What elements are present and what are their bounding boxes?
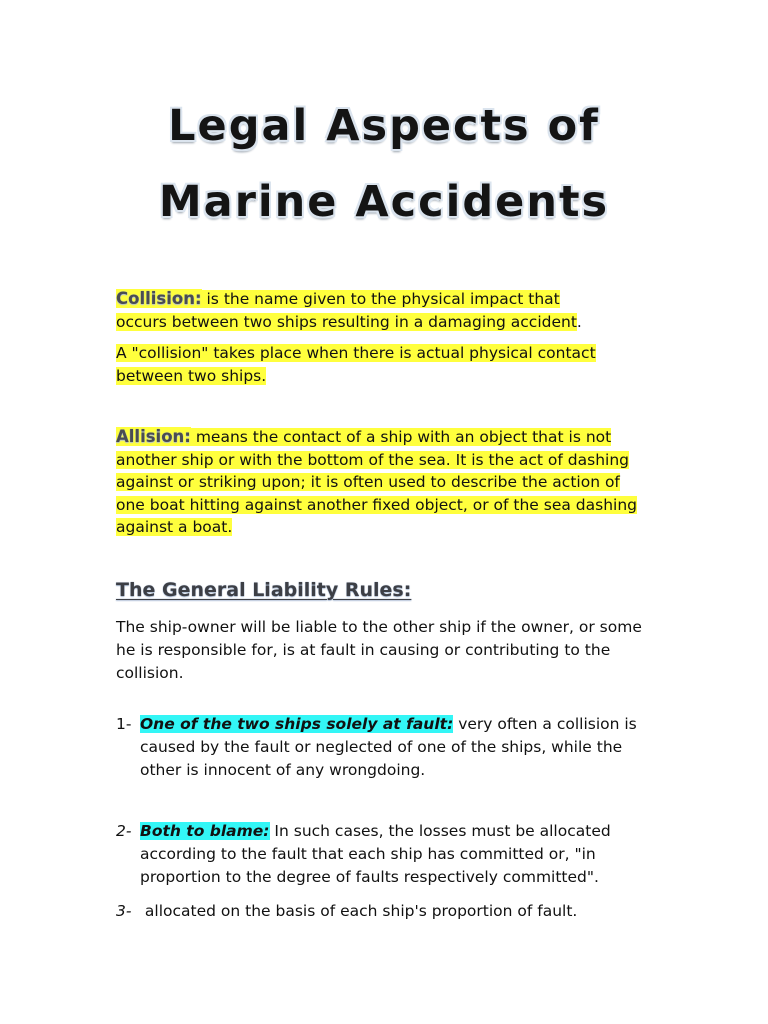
rule-item-3 bbox=[116, 900, 656, 923]
collision-explanation-text: A "collision" takes place when there is actual physical contact between two ships. bbox=[116, 344, 596, 385]
collision-term: Collision: bbox=[116, 289, 202, 308]
rule-item-2 bbox=[116, 820, 656, 889]
rule-3-text: allocated on the basis of each ship's proportion of fault. bbox=[140, 902, 578, 920]
rule-item-1 bbox=[116, 713, 656, 782]
rule-2-number: 2- bbox=[116, 822, 132, 840]
rule-2-text-rest: according to the fault that each ship has committed or, "in proportion to the degree of faults respectively committed". bbox=[140, 845, 599, 886]
rule-2-text-first: In such cases, the losses must be allocated bbox=[269, 822, 611, 840]
rule-1-label: One of the two ships solely at fault: bbox=[140, 715, 454, 733]
allision-term: Allision: bbox=[116, 427, 191, 446]
title-line-1: Legal Aspects of bbox=[168, 101, 600, 151]
liability-intro: The ship-owner will be liable to the other ship if the owner, or some he is responsible for, is at fault in causing or contributing to the collision. bbox=[116, 618, 642, 682]
title-line-2: Marine Accidents bbox=[158, 177, 610, 227]
allision-text: means the contact of a ship with an object that is not another ship or with the bottom of the sea. It is the act of dashing against or striking upon; it is often used to describe the action of one boat hitting against another fixed object, or of the sea dashing against a boat. bbox=[116, 428, 637, 536]
collision-text-2-tail: . bbox=[576, 312, 582, 331]
rule-1-number: 1- bbox=[116, 715, 132, 733]
liability-rules-heading: The General Liability Rules: bbox=[116, 579, 412, 601]
page-title bbox=[0, 88, 768, 240]
collision-text-2: occurs between two ships resulting in a damaging accident bbox=[116, 312, 577, 331]
collision-definition bbox=[116, 288, 656, 333]
rule-1-text-first: very often a collision is bbox=[453, 715, 637, 733]
allision-definition bbox=[116, 426, 651, 539]
rule-2-label: Both to blame: bbox=[140, 822, 270, 840]
collision-text-1: is the name given to the physical impact that bbox=[201, 290, 560, 308]
rule-1-text-rest: caused by the fault or neglected of one of the ships, while the other is innocent of any wrongdoing. bbox=[140, 738, 623, 779]
rule-3-number: 3- bbox=[116, 902, 132, 920]
collision-explanation bbox=[116, 342, 616, 387]
